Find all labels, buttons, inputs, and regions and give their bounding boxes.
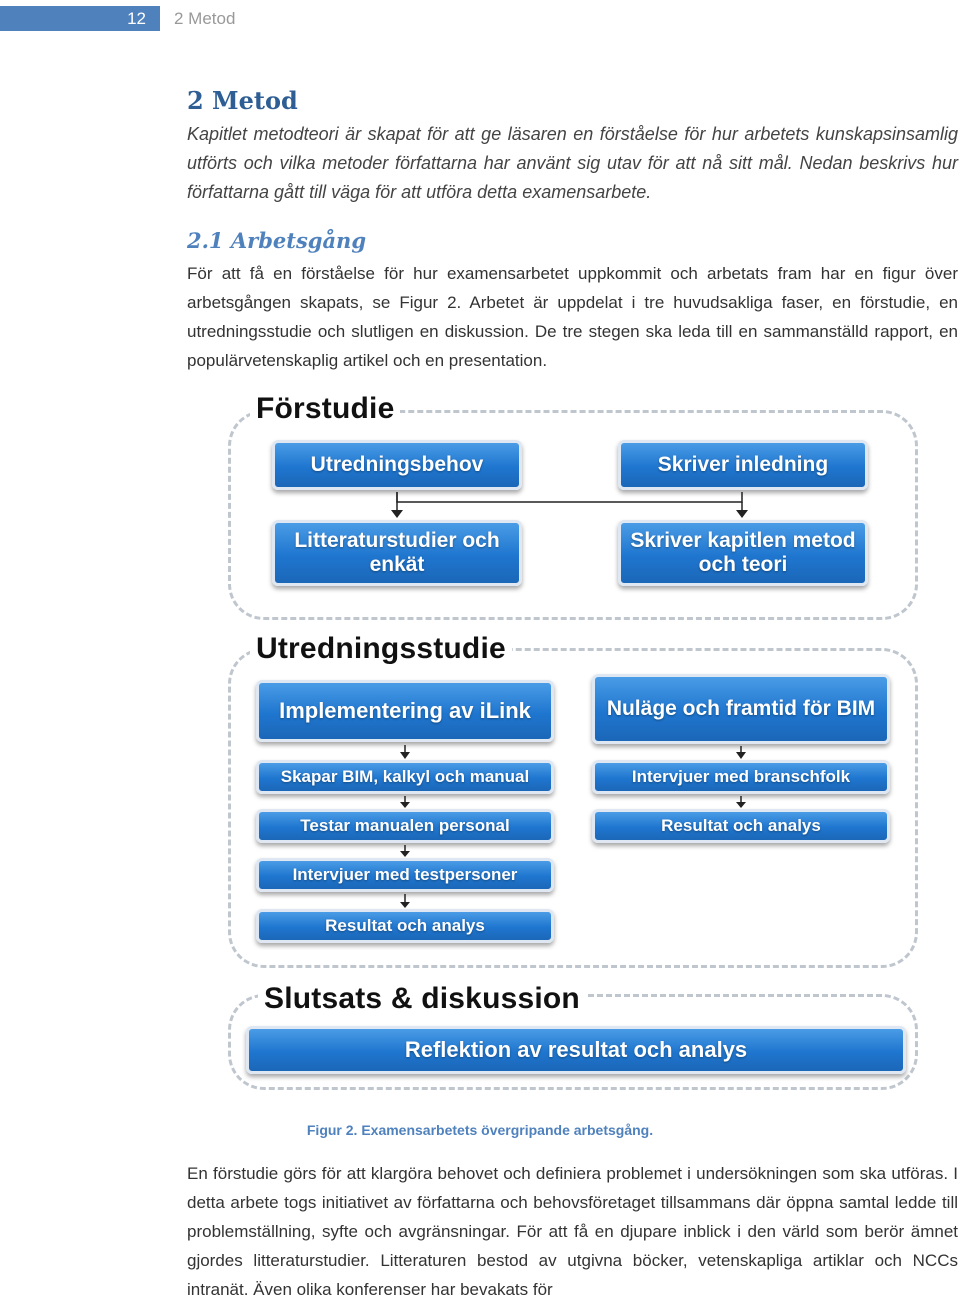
box-nulage-framtid: Nuläge och framtid för BIM [592,674,890,744]
page-number: 12 [0,6,160,31]
phase-title-slutsats: Slutsats & diskussion [258,982,586,1016]
workflow-figure [220,390,930,1102]
box-resultat-vanster: Resultat och analys [256,909,554,943]
section-heading: 2.1 Arbetsgång [187,228,367,253]
box-intervjuer-branschfolk: Intervjuer med branschfolk [592,760,890,794]
body-paragraph-1: För att få en förståelse för hur examensarbetet uppkommit och arbetats fram har en figur över arbetsgången skapats, se Figur 2. Arbetet är uppdelat i tre huvudsakliga faser, en förstudie, en utredningsstudie och slutligen en diskussion. De tre stegen ska leda till en sammanställd rapport, en populärvetenskaplig artikel och en presentation. [187,264,958,370]
phase-title-forstudie: Förstudie [250,392,400,426]
box-intervjuer-testpersoner: Intervjuer med testpersoner [256,858,554,892]
utredningsstudie-arrows [220,390,930,990]
box-skriver-kapitlen: Skriver kapitlen metod och teori [618,520,868,586]
box-litteraturstudier: Litteraturstudier och enkät [272,520,522,586]
box-reflektion: Reflektion av resultat och analys [246,1026,906,1074]
intro-paragraph: Kapitlet metodteori är skapat för att ge läsaren en förståelse för hur arbetets kunskapsinsamlig utförts och vilka metoder författarna har använt sig utav för att nå sitt mål. Nedan beskrivs hur författarna gått till väga för att utföra detta examensarbete. [187,124,958,202]
box-utredningsbehov: Utredningsbehov [272,440,522,490]
box-skriver-inledning: Skriver inledning [618,440,868,490]
running-header-chapter: 2 Metod [174,9,236,28]
body-paragraph-2: En förstudie görs för att klargöra behovet och definiera problemet i undersökningen som ska utföras. I detta arbete togs initiativet av författarna och behovsföretaget tillsammans där öppna samtal ledde till problemställning, syfte och avgränsningar. För att få en djupare inblick i den värld som berör ämnet gjordes litteraturstudier. Litteraturen bestod av utgivna böcker, vetenskapliga artiklar och NCCs intranät. Även olika konferenser har bevakats för [187,1164,958,1299]
box-testar-manualen: Testar manualen personal [256,809,554,843]
chapter-heading: 2 Metod [187,86,298,115]
box-skapar-bim: Skapar BIM, kalkyl och manual [256,760,554,794]
box-implementering: Implementering av iLink [256,680,554,742]
phase-title-utredningsstudie: Utredningsstudie [250,632,512,666]
box-resultat-hoger: Resultat och analys [592,809,890,843]
figure-caption: Figur 2. Examensarbetets övergripande arbetsgång. [306,1122,654,1138]
